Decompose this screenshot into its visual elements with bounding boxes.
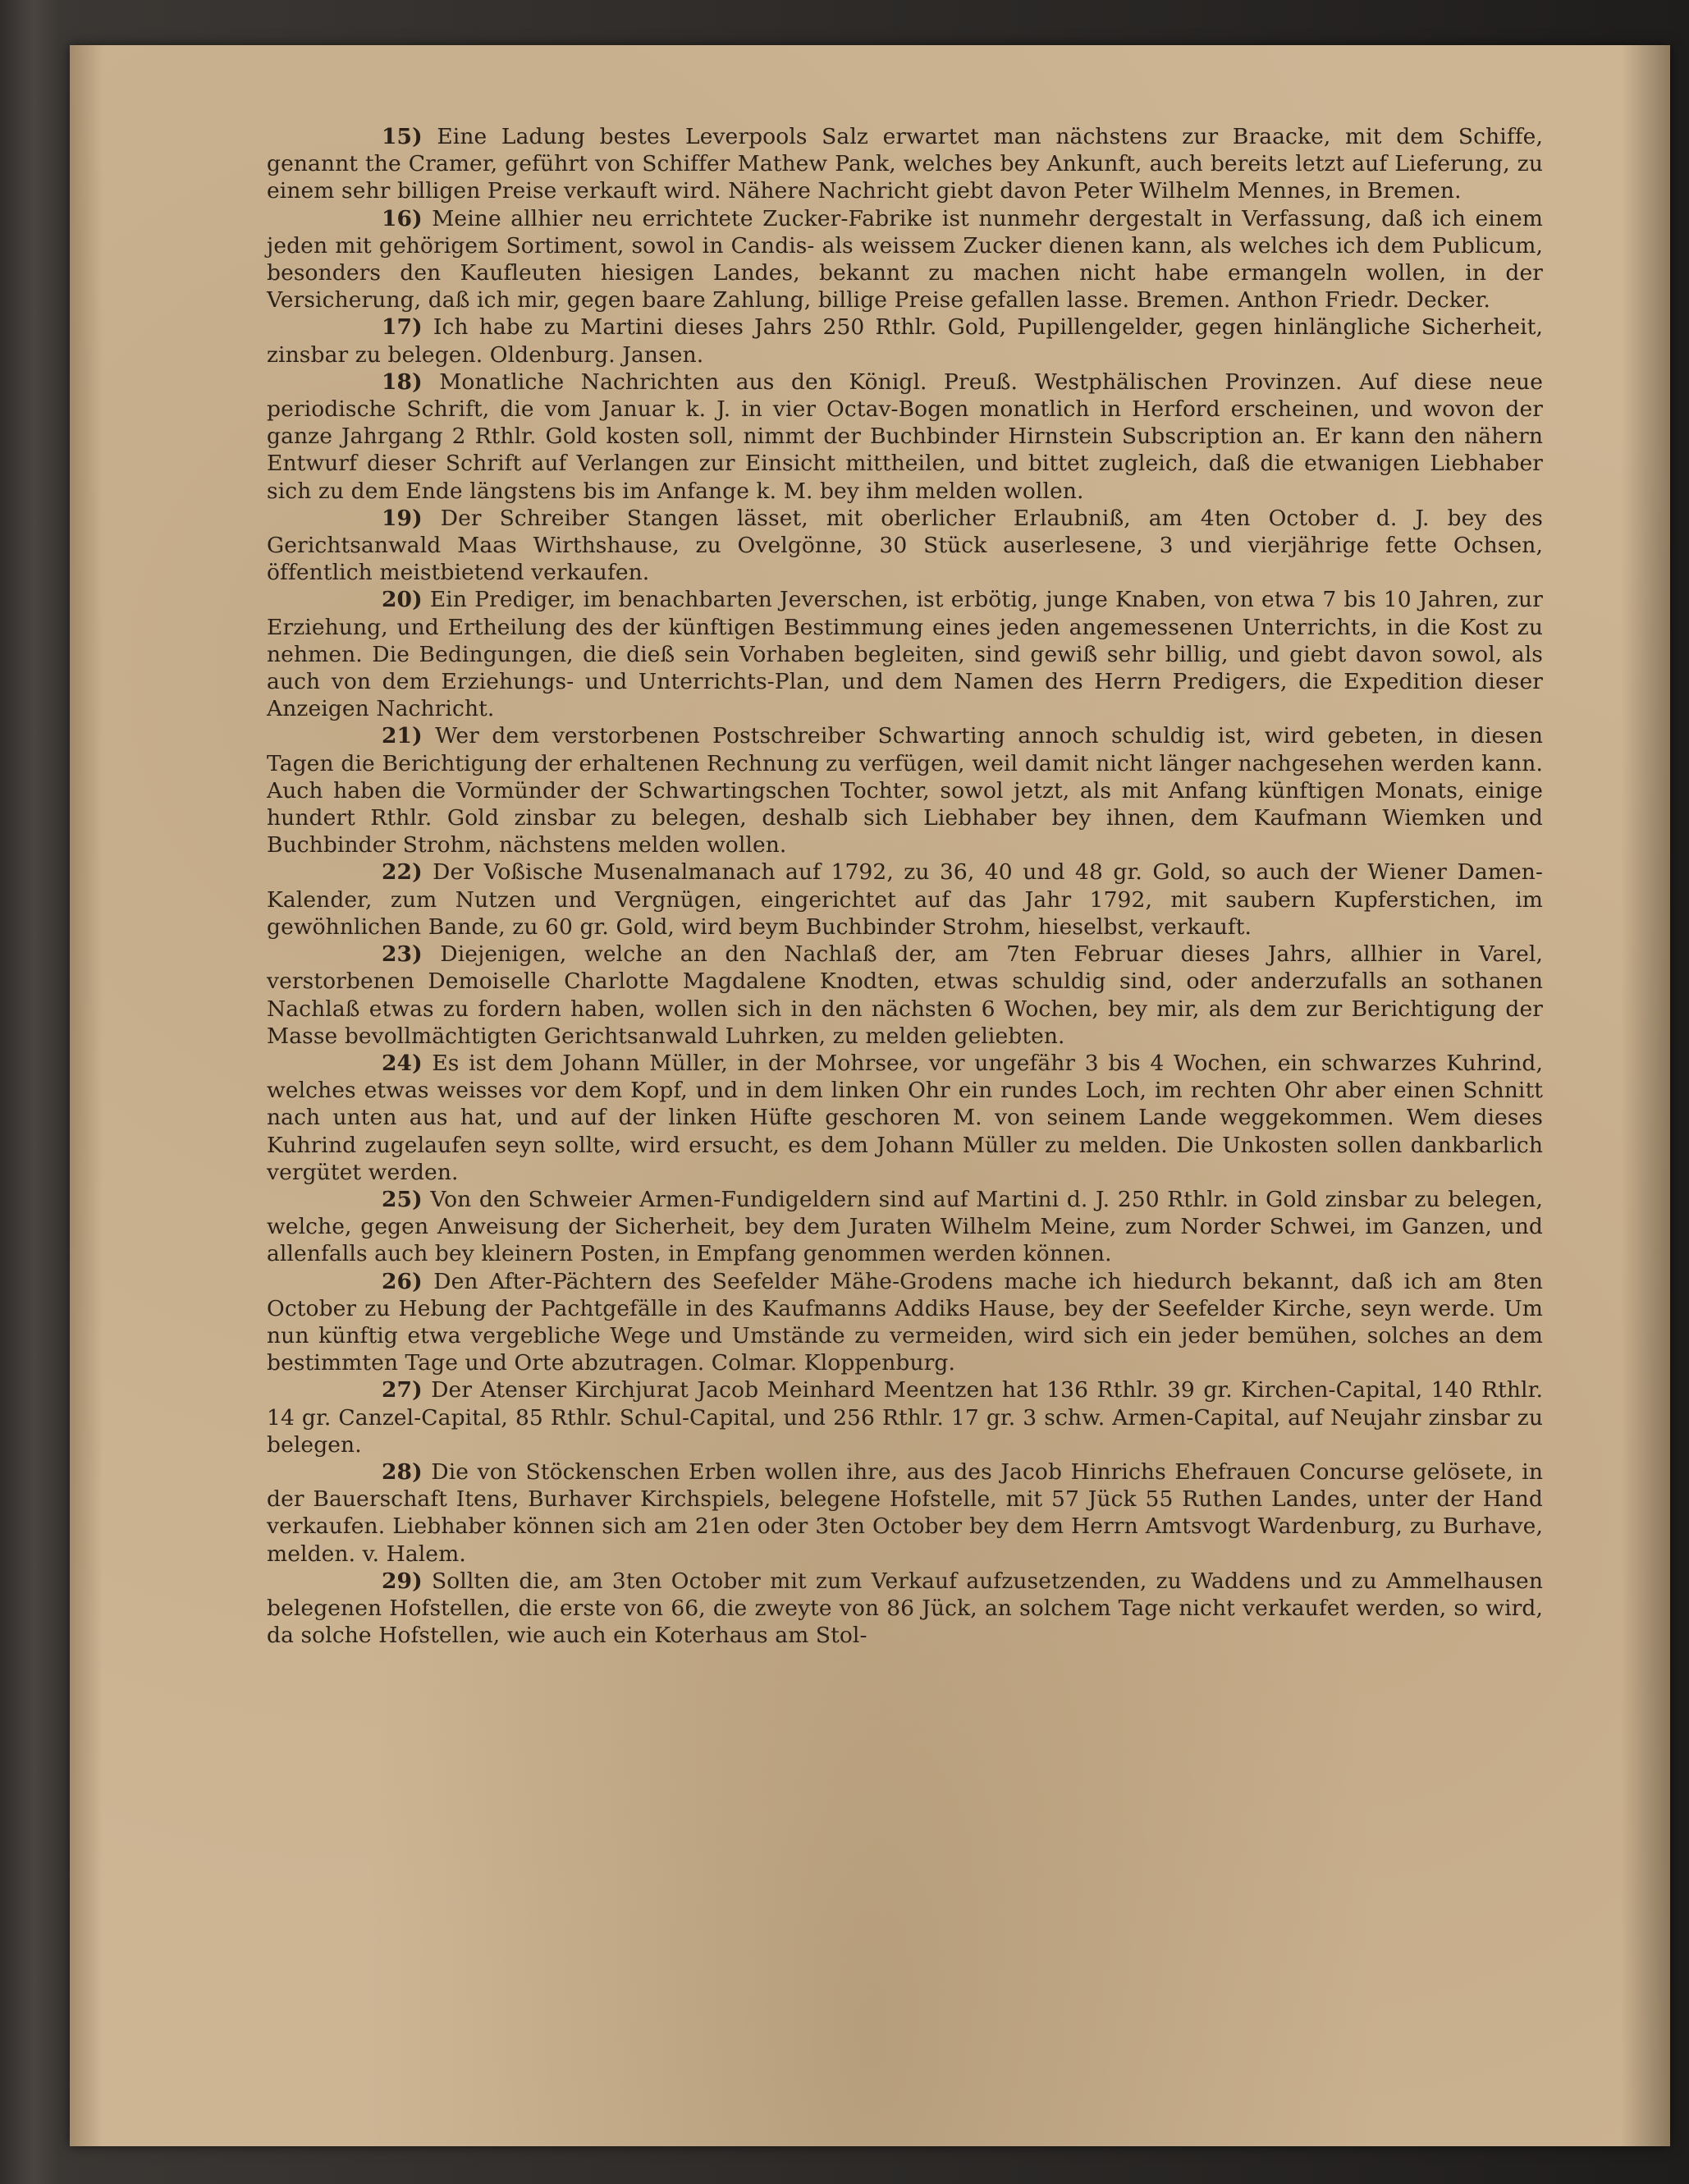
entry-text: Ich habe zu Martini dieses Jahrs 250 Rthlr. Gold, Pupillengelder, gegen hinlängliche Sicherheit, zinsbar zu belegen. Oldenburg. Jansen. xyxy=(267,314,1543,368)
entry-number: 29) xyxy=(382,1568,423,1594)
notice-entry xyxy=(267,505,1543,587)
entry-text: Es ist dem Johann Müller, in der Mohrsee, vor ungefähr 3 bis 4 Wochen, ein schwarzes Kuhrind, welches etwas weisses vor dem Kopf, und in dem linken Ohr ein rundes Loch, im rechten Ohr aber einen Schnitt nach unten aus hat, und auf der linken Hüfte geschoren M. von seinem Lande weggekommen. Wem dieses Kuhrind zugelaufen seyn sollte, wird ersucht, es dem Johann Müller zu melden. Die Unkosten sollen dankbarlich vergütet werden. xyxy=(267,1050,1544,1185)
entry-text: Die von Stöckenschen Erben wollen ihre, aus des Jacob Hinrichs Ehefrauen Concurse gelösete, in der Bauerschaft Itens, Burhaver Kirchspiels, belegene Hofstelle, mit 57 Jück 55 Ruthen Landes, unter der Hand verkaufen. Liebhaber können sich am 21en oder 3ten October bey dem Herrn Amtsvogt Wardenburg, zu Burhave, melden. v. Halem. xyxy=(267,1458,1544,1567)
entry-text: Von den Schweier Armen-Fundigeldern sind auf Martini d. J. 250 Rthlr. in Gold zinsbar zu belegen, welche, gegen Anweisung der Sicherheit, bey dem Juraten Wilhelm Meine, zum Norder Schwei, im Ganzen, und allenfalls auch bey kleinern Posten, in Empfang genommen werden können. xyxy=(267,1186,1543,1267)
notice-entry xyxy=(267,1568,1543,1650)
entry-number: 25) xyxy=(382,1186,423,1212)
entry-number: 16) xyxy=(382,205,423,231)
entry-number: 18) xyxy=(382,369,423,395)
notice-entry xyxy=(267,586,1543,722)
entry-text: Den After-Pächtern des Seefelder Mähe-Grodens mache ich hiedurch bekannt, daß ich am 8ten October zu Hebung der Pachtgefälle in des Kaufmanns Addiks Hause, bey der Seefelder Kirche, seyn werde. Um nun künftig etwa vergebliche Wege und Umstände zu vermeiden, wird sich ein jeder bemühen, solches an dem bestimmten Tage und Orte abzutragen. Colmar. Kloppenburg. xyxy=(267,1268,1543,1376)
entry-text: Der Schreiber Stangen lässet, mit oberlicher Erlaubniß, am 4ten October d. J. bey des Gerichtsanwald Maas Wirthshause, zu Ovelgönne, 30 Stück auserlesene, 3 und vierjährige fette Ochsen, öffentlich meistbietend verkaufen. xyxy=(267,505,1544,586)
page-text-block xyxy=(267,123,1543,2011)
notice-entry xyxy=(267,722,1543,858)
entry-text: Monatliche Nachrichten aus den Königl. Preuß. Westphälischen Provinzen. Auf diese neue periodische Schrift, die vom Januar k. J. in vier Octav-Bogen monatlich in Herford erscheinen, und wovon der ganze Jahrgang 2 Rthlr. Gold kosten soll, nimmt der Buchbinder Hirnstein Subscription an. Er kann den nähern Entwurf dieser Schrift auf Verlangen zur Einsicht mittheilen, und bittet zugleich, daß die etwanigen Liebhaber sich zu dem Ende längstens bis im Anfange k. M. bey ihm melden wollen. xyxy=(267,369,1543,504)
page-right-edge xyxy=(1621,45,1670,2146)
entry-number: 19) xyxy=(382,505,423,531)
notice-entry xyxy=(267,941,1543,1050)
notice-entry xyxy=(267,1050,1543,1186)
entry-text: Der Atenser Kirchjurat Jacob Meinhard Meentzen hat 136 Rthlr. 39 gr. Kirchen-Capital, 140 Rthlr. 14 gr. Canzel-Capital, 85 Rthlr. Schul-Capital, und 256 Rthlr. 17 gr. 3 schw. Armen-Capital, auf Neujahr zinsbar zu belegen. xyxy=(267,1377,1543,1458)
notice-entry xyxy=(267,1458,1543,1568)
entry-text: Sollten die, am 3ten October mit zum Verkauf aufzusetzenden, zu Waddens und zu Ammelhausen belegenen Hofstellen, die erste von 66, die zweyte von 86 Jück, an solchem Tage nicht verkaufet werden, so wird, da solche Hofstellen, wie auch ein Koterhaus am Stol- xyxy=(267,1568,1543,1649)
notice-entry xyxy=(267,1376,1543,1458)
entry-number: 24) xyxy=(382,1050,423,1076)
entry-number: 27) xyxy=(382,1377,423,1403)
entry-text: Ein Prediger, im benachbarten Jeverschen, ist erbötig, junge Knaben, von etwa 7 bis 10 Jahren, zur Erziehung, und Ertheilung des der künftigen Bestimmung eines jeden angemessenen Unterrichts, in die Kost zu nehmen. Die Bedingungen, die dieß sein Vorhaben begleiten, sind gewiß sehr billig, und giebt davon sowol, als auch von dem Erziehungs- und Unterrichts-Plan, und dem Namen des Herrn Predigers, die Expedition dieser Anzeigen Nachricht. xyxy=(267,587,1543,722)
entry-number: 23) xyxy=(382,941,423,968)
entry-number: 20) xyxy=(382,587,423,613)
entry-number: 22) xyxy=(382,859,423,886)
entry-text: Der Voßische Musenalmanach auf 1792, zu 36, 40 und 48 gr. Gold, so auch der Wiener Damen-Kalender, zum Nutzen und Vergnügen, eingerichtet auf das Jahr 1792, mit saubern Kupferstichen, im gewöhnlichen Bande, zu 60 gr. Gold, wird beym Buchbinder Strohm, hieselbst, verkauft. xyxy=(267,859,1543,940)
notice-entry xyxy=(267,858,1543,941)
page-left-edge xyxy=(70,45,103,2146)
notice-entry xyxy=(267,369,1543,505)
entry-number: 15) xyxy=(382,124,423,149)
entry-number: 17) xyxy=(382,314,423,341)
notice-entry xyxy=(267,1186,1543,1268)
entry-number: 28) xyxy=(382,1458,423,1485)
entry-number: 26) xyxy=(382,1268,423,1294)
notice-entry xyxy=(267,314,1543,368)
entry-text: Diejenigen, welche an den Nachlaß der, am 7ten Februar dieses Jahrs, allhier in Varel, verstorbenen Demoiselle Charlotte Magdalene Knodten, etwas schuldig sind, oder anderzufalls an sothanen Nachlaß etwas zu fordern haben, wollen sich in den nächsten 6 Wochen, bey mir, als dem zur Berichtigung der Masse bevollmächtigten Gerichtsanwald Luhrken, zu melden geliebten. xyxy=(267,941,1543,1049)
entry-text: Eine Ladung bestes Leverpools Salz erwartet man nächstens zur Braacke, mit dem Schiffe, genannt the Cramer, geführt von Schiffer Mathew Pank, welches bey Ankunft, auch bereits letzt auf Lieferung, zu einem sehr billigen Preise verkauft wird. Nähere Nachricht giebt davon Peter Wilhelm Mennes, in Bremen. xyxy=(267,124,1543,204)
notice-entry xyxy=(267,1268,1543,1377)
entry-text: Meine allhier neu errichtete Zucker-Fabrike ist nunmehr dergestalt in Verfassung, daß ich einem jeden mit gehörigem Sortiment, sowol in Candis- als weissem Zucker dienen kann, als welches ich dem Publicum, besonders den Kaufleuten hiesigen Landes, bekannt zu machen nicht habe ermangeln wollen, in der Versicherung, daß ich mir, gegen baare Zahlung, billige Preise gefallen lasse. Bremen. Anthon Friedr. Decker. xyxy=(267,205,1543,314)
entry-number: 21) xyxy=(382,723,423,749)
notice-entry xyxy=(267,123,1543,205)
entry-text: Wer dem verstorbenen Postschreiber Schwarting annoch schuldig ist, wird gebeten, in diesen Tagen die Berichtigung der erhaltenen Rechnung zu verfügen, weil damit nicht länger nachgesehen werden kann. Auch haben die Vormünder der Schwartingschen Tochter, sowol jetzt, als mit Anfang künftigen Monats, einige hundert Rthlr. Gold zinsbar zu belegen, deshalb sich Liebhaber bey ihnen, dem Kaufmann Wiemken und Buchbinder Strohm, nächstens melden wollen. xyxy=(267,723,1543,858)
notice-entry xyxy=(267,205,1543,314)
